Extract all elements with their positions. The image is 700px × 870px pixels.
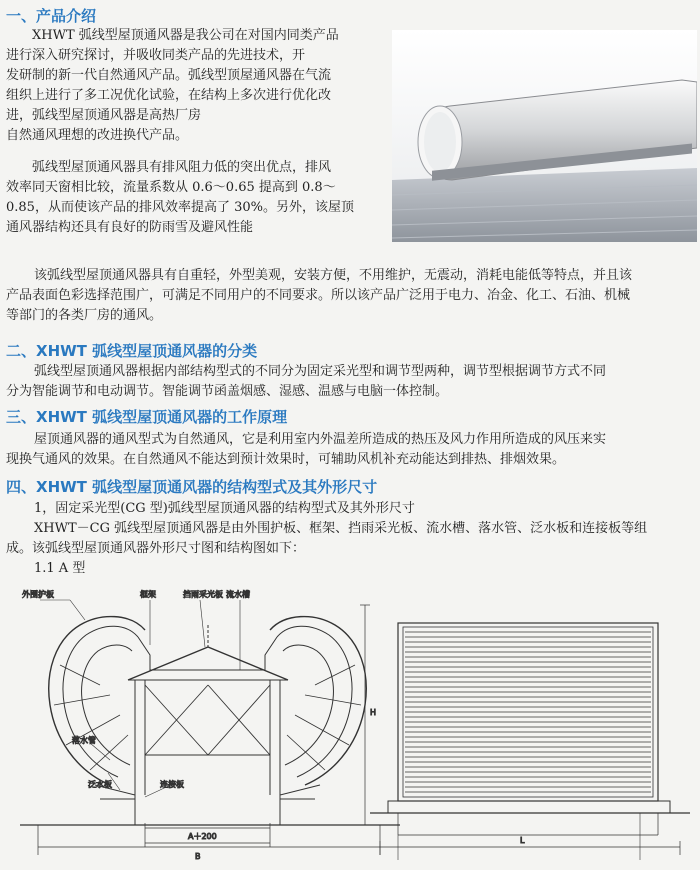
text-line: 进，弧线型屋顶通风器是高热厂房 xyxy=(6,108,202,123)
text-line: XHWT－CG 弧线型屋顶通风器是由外围护板、框架、挡雨采光板、流水槽、落水管、泛水板和连接板等组 xyxy=(34,521,648,536)
label-flashing: 泛水板 xyxy=(88,780,112,789)
intro-paragraph-1 xyxy=(6,26,339,146)
text-line: 成。该弧线型屋顶通风器外形尺寸图和结构图如下： xyxy=(6,541,306,556)
label-connector: 连接板 xyxy=(160,780,184,789)
section-title-structure: 四、XHWT 弧线型屋顶通风器的结构型式及其外形尺寸 xyxy=(6,478,378,496)
section-title-intro: 一、产品介绍 xyxy=(6,7,97,25)
label-frame: 框架 xyxy=(140,590,156,599)
structure-drawing xyxy=(0,585,700,866)
label-dim-l: L xyxy=(520,836,525,845)
text-line: 分为智能调节和电动调节。智能调节函盖烟感、湿感、温感与电脑一体控制。 xyxy=(6,384,449,399)
text-line: 0.85，从而使该产品的排风效率提高了 30%。另外，该屋顶 xyxy=(6,200,354,215)
section-title-classification: 二、XHWT 弧线型屋顶通风器的分类 xyxy=(6,342,258,360)
text-line: 组织上进行了多工况优化试验，在结构上多次进行优化改 xyxy=(6,88,332,103)
label-gutter: 流水槽 xyxy=(226,590,250,599)
classification-paragraph xyxy=(6,362,606,402)
intro-paragraph-3 xyxy=(6,266,632,326)
text-line: 现换气通风的效果。在自然通风不能达到预计效果时，可辅助风机补充动能达到排热、排烟效果。 xyxy=(6,452,566,467)
text-line: 等部门的各类厂房的通风。 xyxy=(6,308,163,323)
side-view-drawing xyxy=(20,600,400,855)
text-line: 该弧线型屋顶通风器具有自重轻，外型美观，安装方便，不用维护，无震动，消耗电能低等特点，并且该 xyxy=(34,268,633,283)
text-line: 1，固定采光型(CG 型)弧线型屋顶通风器的结构型式及其外形尺寸 xyxy=(34,501,415,516)
subsection-title: 1.1 A 型 xyxy=(34,561,86,576)
text-line: 进行深入研究探讨，并吸收同类产品的先进技术，开 xyxy=(6,48,306,63)
section-title-principle: 三、XHWT 弧线型屋顶通风器的工作原理 xyxy=(6,408,288,426)
text-line: 弧线型屋顶通风器具有排风阻力低的突出优点，排风 xyxy=(32,160,332,175)
text-line: 弧线型屋顶通风器根据内部结构型式的不同分为固定采光型和调节型两种，调节型根据调节方式不同 xyxy=(34,364,607,379)
front-view-drawing xyxy=(370,623,690,860)
label-downpipe: 落水管 xyxy=(72,736,96,745)
structure-paragraph xyxy=(6,499,647,579)
text-line: 效率同天窗相比较，流量系数从 0.6～0.65 提高到 0.8～ xyxy=(6,180,336,195)
text-line: 自然通风理想的改进换代产品。 xyxy=(6,128,189,143)
text-line: 通风器结构还具有良好的防雨雪及避风性能 xyxy=(6,220,254,235)
intro-paragraph-2 xyxy=(6,158,354,238)
label-dim-b: B xyxy=(195,852,201,861)
label-dim-a: A＋200 xyxy=(188,832,217,841)
text-line: 屋顶通风器的通风型式为自然通风，它是利用室内外温差所造成的热压及风力作用所造成的风压来实 xyxy=(34,432,607,447)
text-line: XHWT 弧线型屋顶通风器是我公司在对国内同类产品 xyxy=(32,28,339,43)
principle-paragraph xyxy=(6,430,606,470)
label-dim-h: H xyxy=(370,708,377,717)
label-outer-panel: 外围护板 xyxy=(22,590,54,599)
product-photo xyxy=(392,30,697,242)
text-line: 产品表面色彩选择范围广，可满足不同用户的不同要求。所以该产品广泛用于电力、冶金、化工、石油、机械 xyxy=(6,288,631,303)
text-line: 发研制的新一代自然通风产品。弧线型顶屋通风器在气流 xyxy=(6,68,332,83)
label-rain-light-panel: 挡雨采光板 xyxy=(183,590,223,599)
